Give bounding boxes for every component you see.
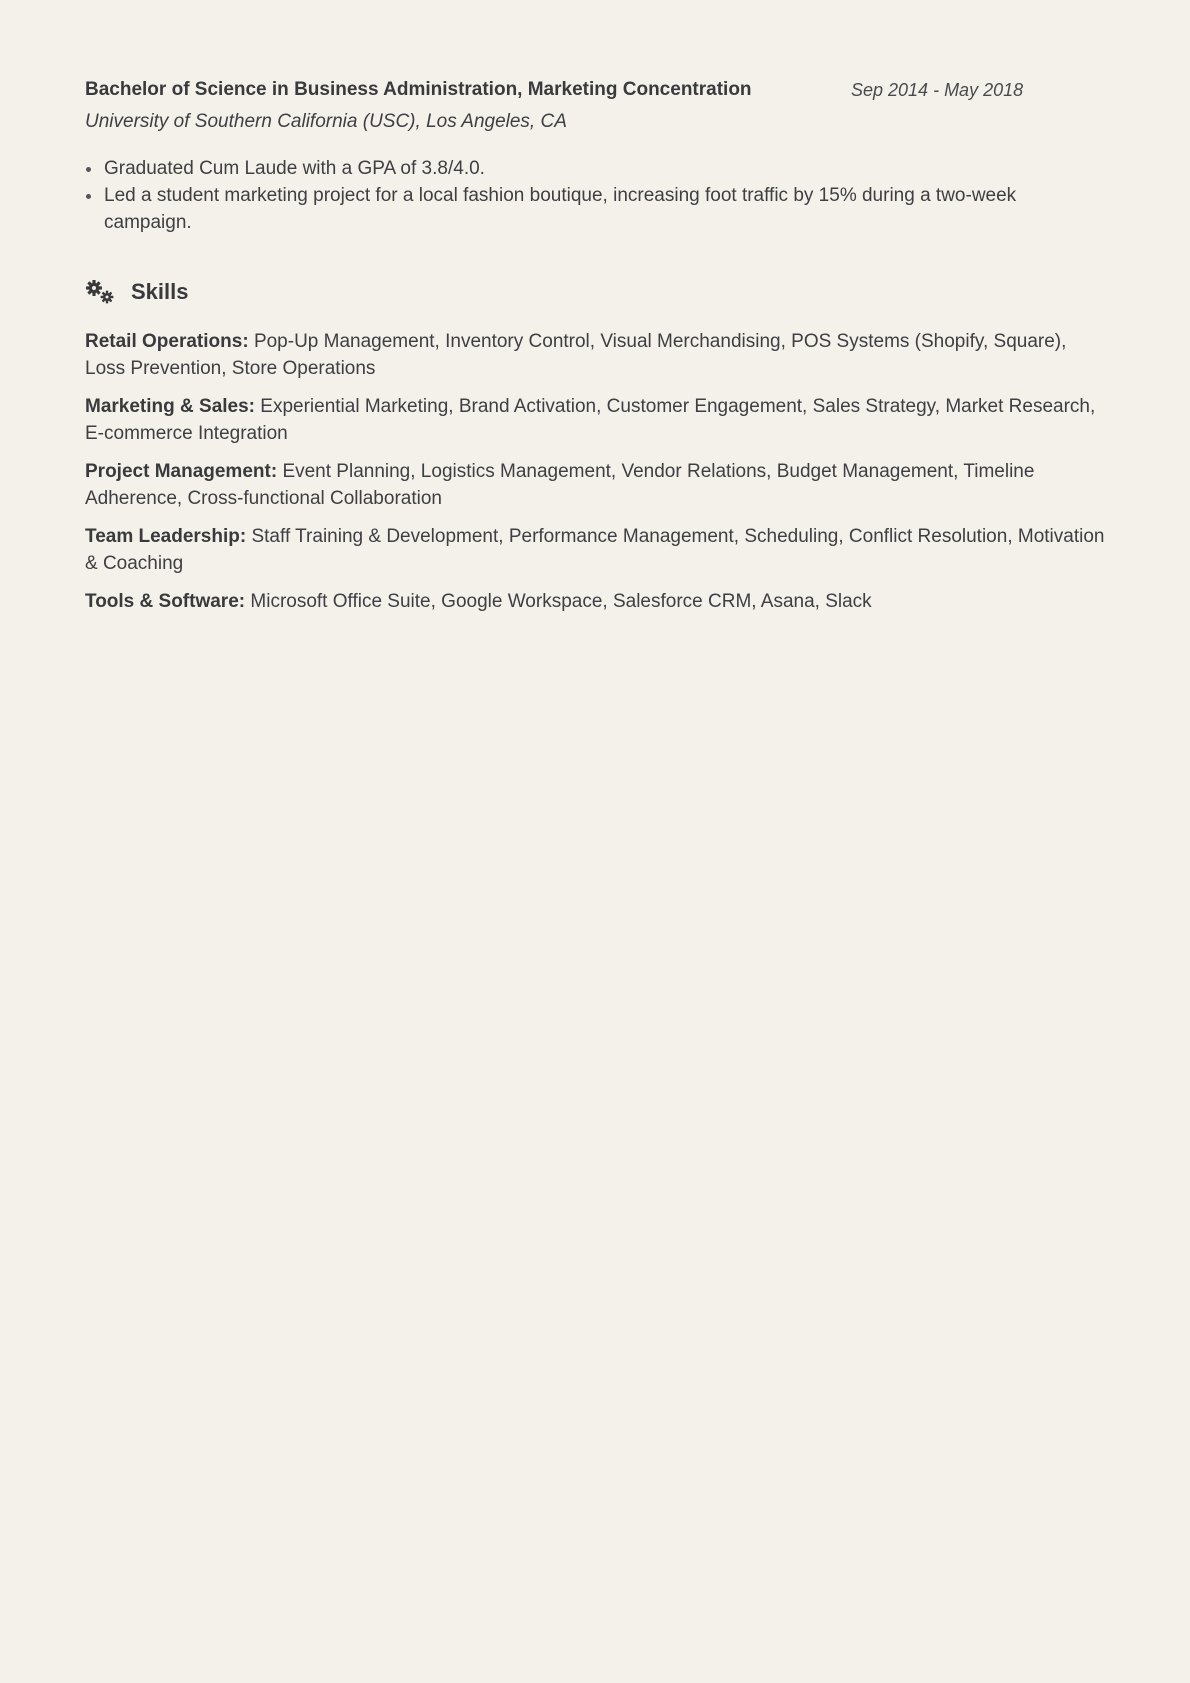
skill-text: Staff Training & Development, Performance Management, Scheduling, Conflict Resolution, Motivation & Coaching (85, 526, 1105, 574)
gears-icon (85, 279, 115, 305)
bullet-icon (86, 167, 91, 172)
skill-row-marketing-sales (85, 393, 1105, 447)
skill-row-team-leadership (85, 523, 1105, 577)
skills-list (85, 328, 1105, 626)
skill-text: Pop-Up Management, Inventory Control, Visual Merchandising, POS Systems (Shopify, Square), Loss Prevention, Store Operations (85, 331, 1067, 379)
skill-row-project-management (85, 458, 1105, 512)
bullet-icon (86, 194, 91, 199)
skill-text: Experiential Marketing, Brand Activation, Customer Engagement, Sales Strategy, Market Research, E-commerce Integration (85, 396, 1096, 444)
school-name: University of Southern California (USC), Los Angeles, CA (85, 111, 567, 132)
education-bullets (85, 155, 1105, 236)
bullet-text: Led a student marketing project for a local fashion boutique, increasing foot traffic by 15% during a two-week campaign. (104, 185, 1017, 233)
list-item (85, 182, 1105, 236)
skill-label: Project Management: (85, 461, 278, 482)
skills-title: Skills (131, 279, 189, 304)
skills-section-heading (85, 276, 188, 308)
bullet-text: Graduated Cum Laude with a GPA of 3.8/4.0. (104, 158, 485, 179)
skill-label: Marketing & Sales: (85, 396, 255, 417)
skill-row-tools-software (85, 588, 1105, 615)
skill-label: Retail Operations: (85, 331, 249, 352)
list-item (85, 155, 1105, 182)
skill-text: Event Planning, Logistics Management, Vendor Relations, Budget Management, Timeline Adherence, Cross-functional Collaboration (85, 461, 1035, 509)
education-header (85, 79, 1105, 105)
education-dates: Sep 2014 - May 2018 (851, 80, 1024, 100)
skill-row-retail-operations (85, 328, 1105, 382)
skill-text: Microsoft Office Suite, Google Workspace, Salesforce CRM, Asana, Slack (250, 591, 872, 612)
skill-label: Team Leadership: (85, 526, 247, 547)
education-entry (85, 79, 1105, 236)
skill-label: Tools & Software: (85, 591, 246, 612)
degree-title: Bachelor of Science in Business Administration, Marketing Concentration (85, 79, 752, 100)
